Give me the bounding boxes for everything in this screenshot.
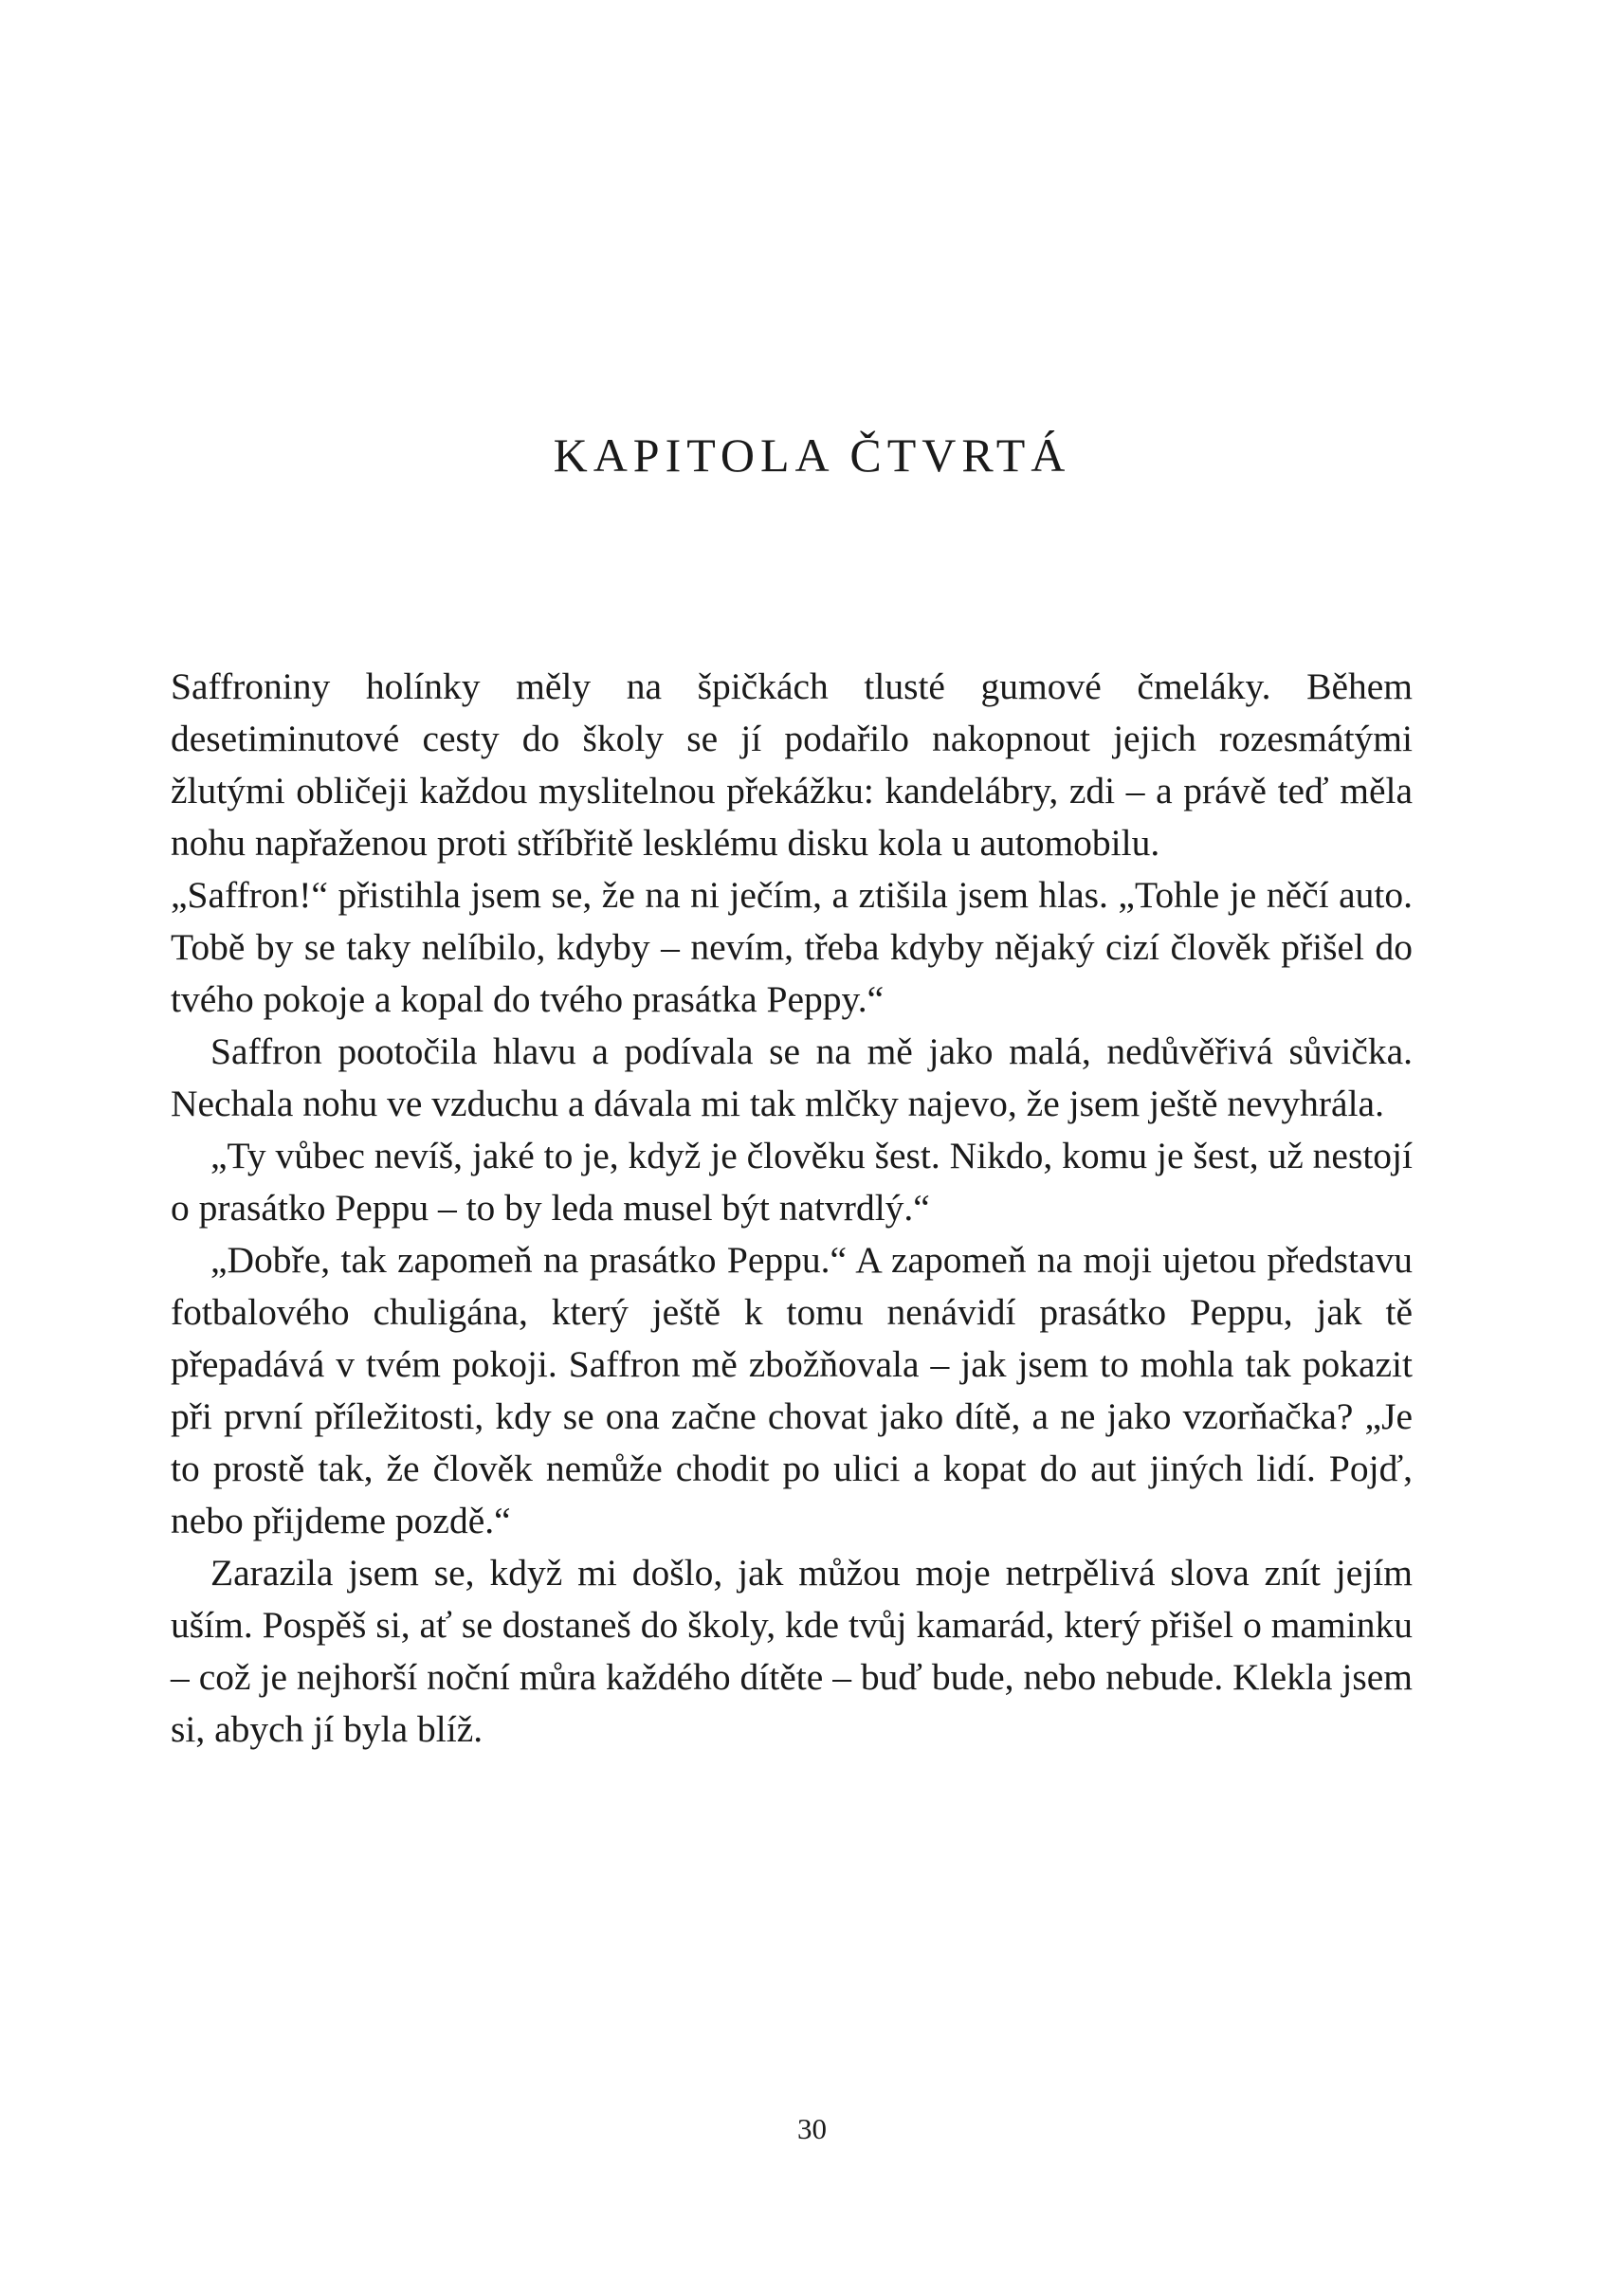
body-text: [171, 661, 1413, 1756]
page-number: 30: [797, 2112, 827, 2145]
paragraph: Zarazila jsem se, když mi došlo, jak můžou moje netrpělivá slova znít jejím uším. Pospěš si, ať se dostaneš do školy, kde tvůj kamarád, který přišel o maminku – což je nejhorší noční můra každého dítěte – buď bude, nebo nebude. Klekla jsem si, abych jí byla blíž.: [171, 1552, 1413, 1750]
paragraph: Saffron pootočila hlavu a podívala se na mě jako malá, nedůvěřivá sůvička. Nechala nohu ve vzduchu a dávala mi tak mlčky najevo, že jsem ještě nevyhrála.: [171, 1030, 1413, 1124]
paragraph: „Dobře, tak zapomeň na prasátko Peppu.“ A zapomeň na moji ujetou představu fotbalového chuligána, který ještě k tomu nenávidí prasátko Peppu, jak tě přepadává v tvém pokoji. Saffron mě zbožňovala – jak jsem to mohla tak pokazit při první příležitosti, kdy se ona začne chovat jako dítě, a ne jako vzorňačka? „Je to prostě tak, že člověk nemůže chodit po ulici a kopat do aut jiných lidí. Pojď, nebo přijdeme pozdě.“: [171, 1239, 1413, 1541]
paragraph: „Saffron!“ přistihla jsem se, že na ni ječím, a ztišila jsem hlas. „Tohle je něčí auto. Tobě by se taky nelíbilo, kdyby – nevím, třeba kdyby nějaký cizí člověk přišel do tvého pokoje a kopal do tvého prasátka Peppy.“: [171, 874, 1413, 1020]
chapter-title: KAPITOLA ČTVRTÁ: [553, 428, 1071, 482]
paragraph: „Ty vůbec nevíš, jaké to je, když je člověku šest. Nikdo, komu je šest, už nestojí o prasátko Peppu – to by leda musel být natvrdlý.“: [171, 1135, 1413, 1229]
paragraph: Saffroniny holínky měly na špičkách tlusté gumové čmeláky. Během desetiminutové cesty do školy se jí podařilo nakopnout jejich rozesmátými žlutými obličeji každou myslitelnou překážku: kandelábry, zdi – a právě teď měla nohu napřaženou proti stříbřitě lesklému disku kola u automobilu.: [171, 665, 1413, 864]
